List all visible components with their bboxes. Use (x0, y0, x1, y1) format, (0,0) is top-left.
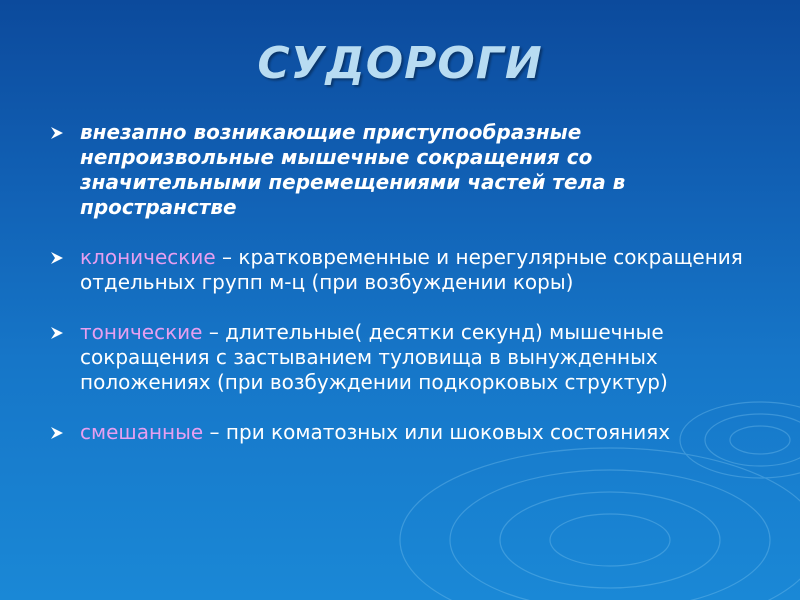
slide-title: СУДОРОГИ (257, 38, 543, 89)
arrowhead-bullet-icon (48, 424, 66, 442)
bullet-text: внезапно возникающие приступообразные непроизвольные мышечные сокращения со значительными перемещениями частей тела в пространстве (80, 120, 626, 219)
bullet-text: – длительные( десятки секунд) мышечные сокращения с застыванием туловища в вынужденных положениях (при возбуждении подкорковых структур) (80, 320, 668, 394)
arrowhead-bullet-icon (48, 124, 66, 142)
bullet-term: тонические (80, 320, 203, 344)
bullet-term: смешанные (80, 420, 204, 444)
bullet-item-definition (48, 120, 748, 220)
bullet-list (48, 120, 748, 445)
arrowhead-bullet-icon (48, 249, 66, 267)
bullet-item-tonic (48, 320, 748, 395)
bullet-text: – кратковременные и нерегулярные сокращения отдельных групп м-ц (при возбуждении коры) (80, 245, 743, 294)
bullet-item-clonic (48, 245, 748, 295)
bullet-term: клонические (80, 245, 216, 269)
arrowhead-bullet-icon (48, 324, 66, 342)
bullet-text: – при коматозных или шоковых состояниях (203, 420, 671, 444)
bullet-item-mixed (48, 420, 748, 445)
